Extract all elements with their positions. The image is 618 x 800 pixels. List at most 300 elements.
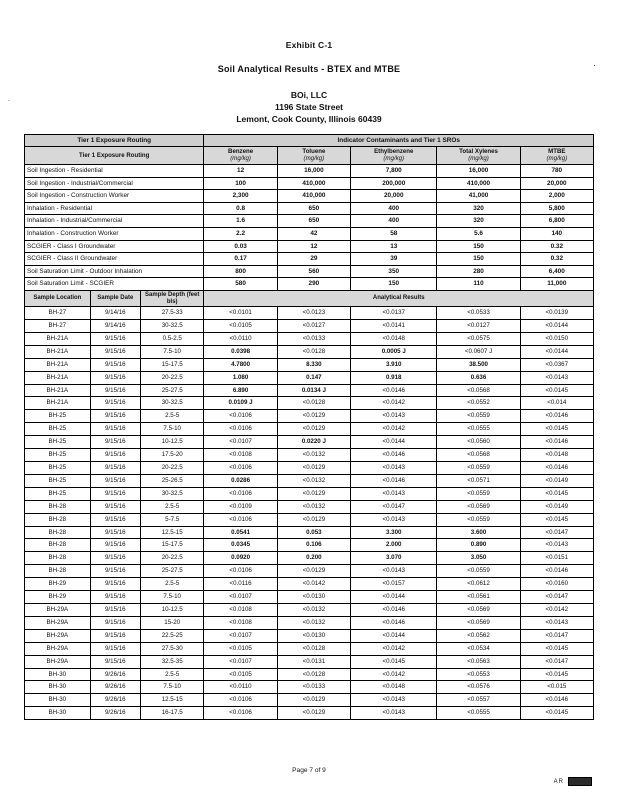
criteria-value: 150 [437, 253, 520, 266]
criteria-value: 58 [351, 227, 437, 240]
analytical-value: <0.0127 [437, 320, 520, 333]
analytical-value: <0.0141 [351, 320, 437, 333]
criteria-value: 41,000 [437, 190, 520, 203]
sample-depth: 17.5-20 [140, 449, 203, 462]
sample-date: 9/15/16 [90, 371, 140, 384]
sample-date: 9/15/16 [90, 436, 140, 449]
criteria-value: 140 [520, 227, 593, 240]
analytical-value: <0.0129 [277, 513, 350, 526]
sample-depth: 30-32.5 [140, 487, 203, 500]
sample-date: 9/14/16 [90, 320, 140, 333]
group-header-row [25, 135, 594, 147]
sample-depth: 12.5-15 [140, 526, 203, 539]
analytical-value: <0.0123 [277, 307, 350, 320]
sample-loc: BH-25 [25, 436, 91, 449]
analytical-value: <0.0559 [437, 565, 520, 578]
page-title: Soil Analytical Results - BTEX and MTBE [217, 64, 401, 74]
analytical-value: <0.0150 [520, 332, 593, 345]
analytical-value: <0.0130 [277, 591, 350, 604]
analytical-value: <0.0559 [437, 462, 520, 475]
analytical-value: <0.0157 [351, 578, 437, 591]
sample-date: 9/15/16 [90, 603, 140, 616]
analytical-value: <0.0146 [351, 616, 437, 629]
criteria-value: 6,800 [520, 215, 593, 228]
exposure-route-label: Soil Ingestion - Construction Worker [25, 190, 204, 203]
analytical-value: <0.0143 [351, 410, 437, 423]
analytical-value: <0.015 [520, 681, 593, 694]
page-footer: Page 7 of 9 [292, 767, 326, 774]
exposure-route-label: Soil Ingestion - Residential [25, 165, 204, 178]
sample-depth: 22.5-25 [140, 629, 203, 642]
sample-date: 9/26/16 [90, 681, 140, 694]
analytical-value: <0.0129 [277, 423, 350, 436]
analytical-value: <0.0131 [277, 655, 350, 668]
analytical-value: <0.0145 [351, 655, 437, 668]
analytical-value: 3.600 [437, 526, 520, 539]
criteria-value: 0.03 [204, 240, 277, 253]
criteria-value: 150 [437, 240, 520, 253]
analytical-value: <0.0147 [520, 526, 593, 539]
sample-date: 9/15/16 [90, 629, 140, 642]
col-header-sample-depth: Sample Depth (feet bls) [140, 290, 203, 306]
criteria-value: 7,800 [351, 165, 437, 178]
table-row [25, 552, 594, 565]
criteria-value: 0.8 [204, 202, 277, 215]
analytical-value: <0.0144 [351, 629, 437, 642]
analytical-value: 0.053 [277, 526, 350, 539]
sample-loc: BH-25 [25, 462, 91, 475]
analytical-value: <0.0144 [351, 591, 437, 604]
sample-date: 9/26/16 [90, 694, 140, 707]
table-row [25, 165, 594, 178]
criteria-value: 410,000 [277, 177, 350, 190]
sample-date: 9/15/16 [90, 423, 140, 436]
analytical-value: 0.0286 [204, 474, 277, 487]
table-row [25, 371, 594, 384]
table-row [25, 629, 594, 642]
table-body [25, 135, 594, 165]
sample-results-table [24, 290, 594, 720]
sample-depth: 15-20 [140, 616, 203, 629]
analytical-value: <0.0148 [351, 681, 437, 694]
sample-loc: BH-21A [25, 371, 91, 384]
sample-loc: BH-21A [25, 397, 91, 410]
analytical-value: <0.0106 [204, 694, 277, 707]
analytical-value: <0.0108 [204, 449, 277, 462]
sample-date: 9/15/16 [90, 616, 140, 629]
analytical-value: <0.0145 [520, 487, 593, 500]
table-row [25, 642, 594, 655]
analytical-value: <0.0129 [277, 462, 350, 475]
analytical-value: 0.0109 J [204, 397, 277, 410]
sample-depth: 7.5-10 [140, 423, 203, 436]
table-row [25, 278, 594, 291]
sample-depth: 0.5-2.5 [140, 332, 203, 345]
analytical-value: <0.0108 [204, 603, 277, 616]
analytical-value: <0.0129 [277, 410, 350, 423]
exposure-route-label: Inhalation - Industrial/Commercial [25, 215, 204, 228]
analytical-value: <0.0568 [437, 449, 520, 462]
analytical-value: 38.500 [437, 358, 520, 371]
sample-loc: BH-21A [25, 384, 91, 397]
analytical-value: <0.0143 [520, 539, 593, 552]
analytical-value: <0.014 [520, 397, 593, 410]
col-header-exposure-route: Tier 1 Exposure Routing [25, 147, 204, 165]
table-row [25, 358, 594, 371]
analytical-value: <0.0143 [351, 487, 437, 500]
analytical-value: <0.0105 [204, 320, 277, 333]
company-address: 1196 State Street [274, 102, 344, 112]
sample-depth: 15-17.5 [140, 539, 203, 552]
criteria-value: 6,400 [520, 265, 593, 278]
redacted-box [568, 777, 592, 786]
analytical-value: <0.0139 [520, 307, 593, 320]
table-row [25, 332, 594, 345]
criteria-value: 410,000 [437, 177, 520, 190]
table-row [25, 616, 594, 629]
criteria-value: 39 [351, 253, 437, 266]
analytical-value: <0.0130 [277, 629, 350, 642]
table-row [25, 474, 594, 487]
criteria-value: 16,000 [437, 165, 520, 178]
analytical-value: <0.0106 [204, 565, 277, 578]
sample-depth: 27.5-33 [140, 307, 203, 320]
sample-depth: 2.5-5 [140, 668, 203, 681]
analytical-value: 0.200 [277, 552, 350, 565]
sample-loc: BH-28 [25, 513, 91, 526]
sample-date: 9/15/16 [90, 655, 140, 668]
analytical-value: <0.0143 [351, 565, 437, 578]
analytical-value: 1.080 [204, 371, 277, 384]
sample-date: 9/15/16 [90, 384, 140, 397]
analytical-value: <0.0110 [204, 681, 277, 694]
table-row [25, 384, 594, 397]
table-row [25, 487, 594, 500]
analytical-value: <0.0146 [351, 474, 437, 487]
analytical-value: <0.0534 [437, 642, 520, 655]
analytical-value: <0.0561 [437, 591, 520, 604]
analytical-value: <0.0142 [351, 668, 437, 681]
exposure-route-label: SCGIER - Class II Groundwater [25, 253, 204, 266]
criteria-value: 13 [351, 240, 437, 253]
sample-loc: BH-29A [25, 629, 91, 642]
analytical-value: <0.0143 [351, 694, 437, 707]
sample-loc: BH-29A [25, 616, 91, 629]
analytical-value: <0.0146 [520, 410, 593, 423]
analytical-value: <0.0568 [437, 384, 520, 397]
analytical-value: <0.0569 [437, 603, 520, 616]
analytical-value: <0.0145 [520, 513, 593, 526]
criteria-value: 100 [204, 177, 277, 190]
table-row [25, 668, 594, 681]
sample-depth: 27.5-30 [140, 642, 203, 655]
analytical-value: <0.0142 [351, 642, 437, 655]
analytical-value: <0.0552 [437, 397, 520, 410]
analytical-value: 0.0398 [204, 345, 277, 358]
table-row [25, 707, 594, 720]
analytical-value: <0.0110 [204, 332, 277, 345]
criteria-value: 650 [277, 215, 350, 228]
exposure-route-label: Inhalation - Construction Worker [25, 227, 204, 240]
sample-loc: BH-25 [25, 449, 91, 462]
analytical-value: <0.0146 [351, 384, 437, 397]
sample-loc: BH-27 [25, 320, 91, 333]
sample-depth: 2.5-5 [140, 578, 203, 591]
analytical-value: <0.0128 [277, 345, 350, 358]
analytical-value: <0.0137 [351, 307, 437, 320]
criteria-value: 16,000 [277, 165, 350, 178]
sample-depth: 25-27.5 [140, 384, 203, 397]
analytical-value: <0.0142 [351, 423, 437, 436]
sample-depth: 7.5-10 [140, 681, 203, 694]
group-header-right: Indicator Contaminants and Tier 1 SROs [204, 135, 594, 147]
margin-tick-right: · [593, 60, 596, 70]
exposure-route-label: Inhalation - Residential [25, 202, 204, 215]
sample-depth: 20-22.5 [140, 371, 203, 384]
analytical-value: 3.050 [437, 552, 520, 565]
table-row [25, 345, 594, 358]
sample-date: 9/15/16 [90, 474, 140, 487]
criteria-value: 410,000 [277, 190, 350, 203]
exposure-route-label: Soil Saturation Limit - Outdoor Inhalation [25, 265, 204, 278]
table-row [25, 565, 594, 578]
sample-loc: BH-30 [25, 694, 91, 707]
sample-date: 9/26/16 [90, 707, 140, 720]
criteria-value: 20,000 [351, 190, 437, 203]
analytical-value: <0.0555 [437, 707, 520, 720]
analytical-value: 4.7800 [204, 358, 277, 371]
analytical-value: <0.0143 [351, 513, 437, 526]
table-row [25, 500, 594, 513]
analytical-value: 3.910 [351, 358, 437, 371]
criteria-value: 800 [204, 265, 277, 278]
sample-date: 9/15/16 [90, 578, 140, 591]
exposure-route-label: Soil Ingestion - Industrial/Commercial [25, 177, 204, 190]
sample-depth: 15-17.5 [140, 358, 203, 371]
analytical-value: <0.0575 [437, 332, 520, 345]
analytical-value: <0.0129 [277, 707, 350, 720]
analytical-value: <0.0149 [520, 474, 593, 487]
table-row [25, 526, 594, 539]
sample-date: 9/15/16 [90, 397, 140, 410]
analytical-value: <0.0160 [520, 578, 593, 591]
criteria-value: 350 [351, 265, 437, 278]
group-header-left: Tier 1 Exposure Routing [25, 135, 204, 147]
table-row [25, 227, 594, 240]
table-row [25, 397, 594, 410]
bates-stamp: AR [554, 777, 592, 786]
analytical-value: <0.0144 [520, 320, 593, 333]
sample-loc: BH-30 [25, 707, 91, 720]
criteria-value: 0.32 [520, 240, 593, 253]
analytical-value: <0.0132 [277, 474, 350, 487]
col-header-benzene: Benzene (mg/kg) [204, 147, 277, 165]
sample-date: 9/15/16 [90, 552, 140, 565]
analytical-value: 0.0005 J [351, 345, 437, 358]
analytical-value: <0.0127 [277, 320, 350, 333]
analytical-value: <0.0569 [437, 500, 520, 513]
sample-depth: 7.5-10 [140, 345, 203, 358]
sample-loc: BH-29A [25, 655, 91, 668]
col-header-analytical-results: Analytical Results [204, 290, 594, 306]
sample-depth: 25-26.5 [140, 474, 203, 487]
criteria-value: 320 [437, 215, 520, 228]
table-row [25, 265, 594, 278]
analytical-value: <0.0105 [204, 668, 277, 681]
analytical-value: <0.0145 [520, 642, 593, 655]
analytical-value: <0.0101 [204, 307, 277, 320]
analytical-value: <0.0107 [204, 629, 277, 642]
analytical-value: 3.070 [351, 552, 437, 565]
table-row [25, 539, 594, 552]
analytical-value: <0.0133 [277, 332, 350, 345]
sample-loc: BH-29 [25, 578, 91, 591]
analytical-value: <0.0106 [204, 462, 277, 475]
analytical-value: <0.0146 [520, 436, 593, 449]
analytical-value: <0.0533 [437, 307, 520, 320]
criteria-value: 42 [277, 227, 350, 240]
criteria-value: 12 [277, 240, 350, 253]
analytical-value: <0.0106 [204, 410, 277, 423]
analytical-value: <0.0128 [277, 397, 350, 410]
criteria-value: 5,800 [520, 202, 593, 215]
table-row [25, 513, 594, 526]
sample-depth: 12.5-15 [140, 694, 203, 707]
analytical-value: 8.330 [277, 358, 350, 371]
sample-depth: 30-32.5 [140, 320, 203, 333]
analytical-value: <0.0145 [520, 384, 593, 397]
analytical-value: <0.0128 [277, 668, 350, 681]
soil-analytical-results-table [24, 134, 594, 291]
analytical-value: <0.0105 [204, 642, 277, 655]
sample-loc: BH-29A [25, 603, 91, 616]
criteria-value: 290 [277, 278, 350, 291]
analytical-value: <0.0569 [437, 616, 520, 629]
sample-header-row [25, 290, 594, 306]
criteria-value: 780 [520, 165, 593, 178]
sample-date: 9/15/16 [90, 642, 140, 655]
analytical-value: <0.0612 [437, 578, 520, 591]
table-row [25, 591, 594, 604]
analytical-value: <0.0106 [204, 487, 277, 500]
col-header-ethylbenzene: Ethylbenzene (mg/kg) [351, 147, 437, 165]
criteria-value: 1.6 [204, 215, 277, 228]
criteria-value: 150 [351, 278, 437, 291]
sample-loc: BH-21A [25, 332, 91, 345]
analytical-value: <0.0109 [204, 500, 277, 513]
table-row [25, 190, 594, 203]
analytical-value: <0.0128 [277, 642, 350, 655]
analytical-value: <0.0116 [204, 578, 277, 591]
exhibit-label: Exhibit C-1 [285, 40, 333, 50]
analytical-value: <0.0147 [520, 591, 593, 604]
table-row [25, 462, 594, 475]
col-header-sample-date: Sample Date [90, 290, 140, 306]
table-row [25, 603, 594, 616]
analytical-value: <0.0142 [277, 578, 350, 591]
sample-loc: BH-28 [25, 539, 91, 552]
col-header-sample-location: Sample Location [25, 290, 91, 306]
criteria-value: 12 [204, 165, 277, 178]
sample-date: 9/15/16 [90, 513, 140, 526]
criteria-value: 20,000 [520, 177, 593, 190]
sample-loc: BH-30 [25, 668, 91, 681]
analytical-value: <0.0559 [437, 410, 520, 423]
sample-date: 9/15/16 [90, 526, 140, 539]
analytical-value: <0.0151 [520, 552, 593, 565]
analytical-value: <0.0142 [520, 603, 593, 616]
criteria-value: 2.2 [204, 227, 277, 240]
sample-loc: BH-25 [25, 423, 91, 436]
table-row [25, 253, 594, 266]
col-header-toluene: Toluene (mg/kg) [277, 147, 350, 165]
sample-depth: 10-12.5 [140, 436, 203, 449]
sample-loc: BH-25 [25, 487, 91, 500]
analytical-value: <0.0107 [204, 591, 277, 604]
company-name: BOi, LLC [290, 90, 328, 100]
analytical-value: <0.0147 [351, 500, 437, 513]
sample-date: 9/15/16 [90, 449, 140, 462]
sample-depth: 20-22.5 [140, 552, 203, 565]
analytical-value: <0.0108 [204, 616, 277, 629]
exposure-route-label: Soil Saturation Limit - SCGIER [25, 278, 204, 291]
analytical-value: 0.890 [437, 539, 520, 552]
criteria-value: 0.32 [520, 253, 593, 266]
sample-date: 9/15/16 [90, 358, 140, 371]
sample-date: 9/15/16 [90, 332, 140, 345]
criteria-value: 280 [437, 265, 520, 278]
sample-depth: 32.5-35 [140, 655, 203, 668]
col-header-total-xylenes: Total Xylenes (mg/kg) [437, 147, 520, 165]
analytical-value: <0.0557 [437, 694, 520, 707]
sample-loc: BH-27 [25, 307, 91, 320]
analytical-value: <0.0148 [520, 449, 593, 462]
analytical-value: <0.0132 [277, 449, 350, 462]
sample-depth: 7.5-10 [140, 591, 203, 604]
criteria-value: 200,000 [351, 177, 437, 190]
table-row [25, 449, 594, 462]
sample-date: 9/14/16 [90, 307, 140, 320]
sample-loc: BH-28 [25, 526, 91, 539]
analytical-value: 2.000 [351, 539, 437, 552]
sample-loc: BH-25 [25, 474, 91, 487]
sample-loc: BH-21A [25, 345, 91, 358]
sample-date: 9/15/16 [90, 539, 140, 552]
criteria-value: 320 [437, 202, 520, 215]
analytical-value: <0.0133 [277, 681, 350, 694]
analytical-value: <0.0144 [351, 436, 437, 449]
analytical-value: <0.0555 [437, 423, 520, 436]
criteria-value: 11,000 [520, 278, 593, 291]
table-row [25, 215, 594, 228]
analytical-value: <0.0559 [437, 513, 520, 526]
analytical-value: <0.0143 [351, 462, 437, 475]
sample-loc: BH-28 [25, 565, 91, 578]
table-row [25, 320, 594, 333]
column-header-row [25, 147, 594, 165]
table-row [25, 423, 594, 436]
table-row [25, 410, 594, 423]
analytical-value: <0.0145 [520, 707, 593, 720]
analytical-value: <0.0146 [520, 694, 593, 707]
sample-date: 9/15/16 [90, 462, 140, 475]
sample-table-body [25, 290, 594, 306]
col-header-mtbe: MTBE (mg/kg) [520, 147, 593, 165]
analytical-value: 0.0220 J [277, 436, 350, 449]
analytical-value: <0.0148 [351, 332, 437, 345]
exposure-route-label: SCGIER - Class I Groundwater [25, 240, 204, 253]
analytical-value: 0.106 [277, 539, 350, 552]
